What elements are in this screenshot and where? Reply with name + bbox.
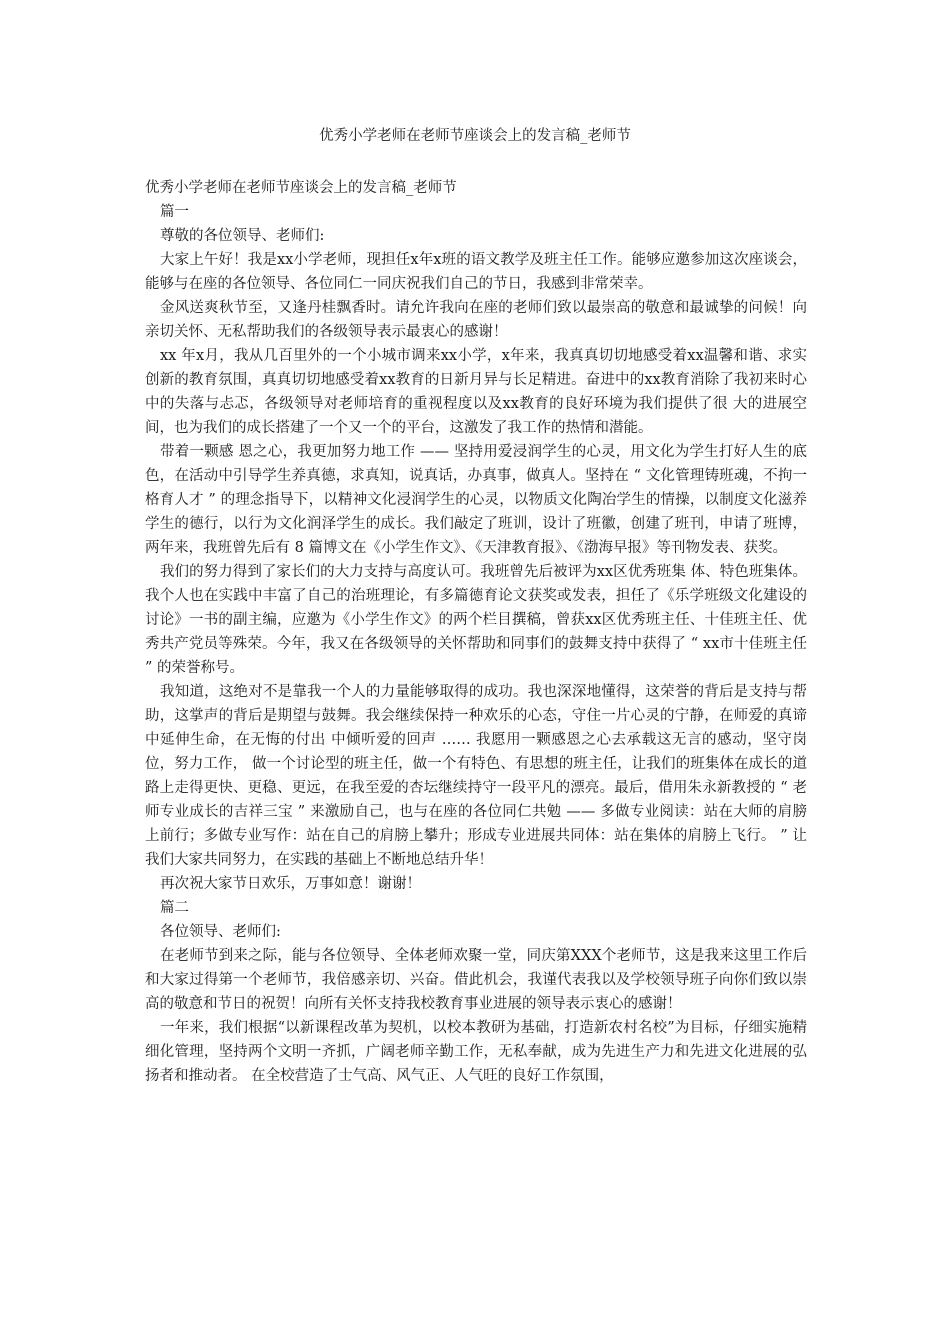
- salutation-2: 各位领导、老师们:: [160, 924, 281, 940]
- document-body: [145, 176, 807, 1088]
- document-title: 优秀小学老师在老师节座谈会上的发言稿_老师节: [319, 128, 631, 144]
- paragraph: 金风送爽秋节至，又逢丹桂飘香时。请允许我向在座的老师们致以最崇高的敬意和最诚挚的问候！向亲切关怀、无私帮助我们的各级领导表示最衷心的感谢！: [145, 300, 807, 340]
- paragraph: 我们的努力得到了家长们的大力支持与高度认可。我班曾先后被评为xx区优秀班集 体、特色班集体。我个人也在实践中丰富了自己的治班理论，有多篇德育论文获奖或发表，担任了《乐学班级文化建设的讨论》一书的副主编，应邀为《小学生作文》的两个栏目撰稿，曾获xx区优秀班主任、十佳班主任、优秀共产党员等殊荣。今年，我又在各级领导的关怀帮助和同事们的鼓舞支持中获得了 “ xx市十佳班主任 ” 的荣誉称号。: [145, 564, 807, 676]
- paragraph: xx 年x月，我从几百里外的一个小城市调来xx小学，x年来，我真真切切地感受着xx温馨和谐、求实创新的教育氛围，真真切切地感受着xx教育的日新月异与长足精进。奋进中的xx教育消除了我初来时心中的失落与忐忑，各级领导对老师培育的重视程度以及xx教育的良好环境为我们提供了很 大的进展空间，也为我们的成长搭建了一个又一个的平台，这激发了我工作的热情和潜能。: [145, 348, 807, 436]
- closing-line: 再次祝大家节日欢乐，万事如意！谢谢！: [160, 876, 421, 892]
- salutation-1: 尊敬的各位领导、老师们:: [160, 228, 325, 244]
- section-label-2: 篇二: [160, 900, 189, 916]
- paragraph: 我知道，这绝对不是靠我一个人的力量能够取得的成功。我也深深地懂得，这荣誉的背后是支持与帮助，这掌声的背后是期望与鼓舞。我会继续保持一种欢乐的心态，守住一片心灵的宁静，在师爱的真谛中延伸生命，在无悔的付出 中倾听爱的回声 …… 我愿用一颗感恩之心去承载这无言的感动，坚守岗位，努力工作， 做一个讨论型的班主任，做一个有特色、有思想的班主任，让我们的班集体在成长的道路上走得更快、更稳、更远，在我至爱的杏坛继续持守一段平凡的漂亮。最后，借用朱永新教授的 “ 老师专业成长的吉祥三宝 ” 来激励自己，也与在座的各位同仁共勉 —— 多做专业阅读：站在大师的肩膀上前行；多做专业写作：站在自己的肩膀上攀升；形成专业进展共同体：站在集体的肩膀上飞行。 ” 让我们大家共同努力，在实践的基础上不断地总结升华！: [145, 684, 807, 868]
- paragraph: 带着一颗感 恩之心，我更加努力地工作 —— 坚持用爱浸润学生的心灵，用文化为学生打好人生的底色，在活动中引导学生养真德，求真知，说真话，办真事，做真人。坚持在 “ 文化管理铸班魂，不拘一格育人才 ” 的理念指导下，以精神文化浸润学生的心灵，以物质文化陶冶学生的情操，以制度文化滋养学生的德行，以行为文化润泽学生的成长。我们敲定了班训，设计了班徽，创建了班刊，申请了班博，两年来，我班曾先后有 8 篇博文在《小学生作文》、《天津教育报》、《渤海早报》等刊物发表、获奖。: [145, 444, 807, 556]
- section-label-1: 篇一: [160, 204, 189, 220]
- body-heading: 优秀小学老师在老师节座谈会上的发言稿_老师节: [145, 180, 457, 196]
- paragraph: 在老师节到来之际，能与各位领导、全体老师欢聚一堂，同庆第XXX个老师节，这是我来这里工作后和大家过得第一个老师节，我倍感亲切、兴奋。借此机会，我谨代表我以及学校领导班子向你们致以崇高的敬意和节日的祝贺！向所有关怀支持我校教育事业进展的领导表示衷心的感谢！: [145, 948, 807, 1012]
- paragraph: 大家上午好！我是xx小学老师，现担任x年x班的语文教学及班主任工作。能够应邀参加这次座谈会，能够与在座的各位领导、各位同仁一同庆祝我们自己的节日，我感到非常荣幸。: [145, 252, 807, 292]
- paragraph: 一年来，我们根据“以新课程改革为契机，以校本教研为基础，打造新农村名校”为目标，仔细实施精细化管理，坚持两个文明一齐抓，广阔老师辛勤工作，无私奉献，成为先进生产力和先进文化进展的弘扬者和推动者。 在全校营造了士气高、风气正、人气旺的良好工作氛围，: [145, 1020, 807, 1084]
